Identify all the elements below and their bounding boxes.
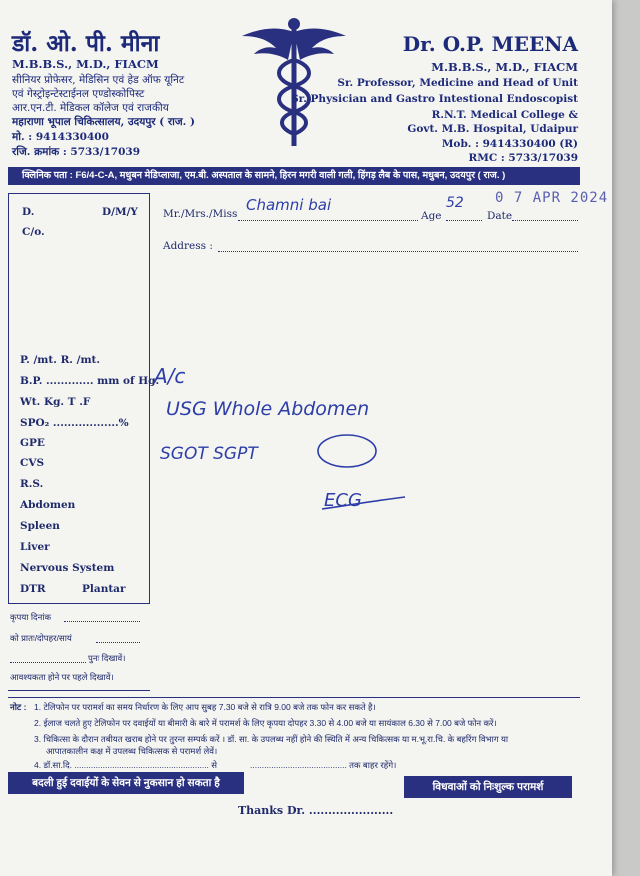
patient-name-label: Mr./Mrs./Miss bbox=[163, 208, 238, 220]
pulse-label: P. /mt. R. /mt. bbox=[20, 354, 101, 366]
handwritten-line-2: USG Whole Abdomen bbox=[166, 398, 370, 420]
spo2-label: SPO₂ ..................% bbox=[20, 417, 129, 429]
plantar-label: Plantar bbox=[82, 583, 126, 595]
dtr-label: DTR bbox=[20, 583, 46, 595]
bp-label: B.P. ............. mm of Hg. bbox=[20, 375, 160, 387]
free-consultation-banner: विधवाओं को निःशुल्क परामर्श bbox=[404, 776, 572, 798]
rs-label: R.S. bbox=[20, 478, 44, 490]
designation-hindi-1: सीनियर प्रोफेसर, मेडिसिन एवं हेड ऑफ यूनिट bbox=[12, 74, 185, 86]
mobile-hindi: मो. : 9414330400 bbox=[12, 131, 109, 143]
notes-top-rule bbox=[8, 697, 580, 698]
degrees-hindi: M.B.B.S., M.D., FIACM bbox=[12, 57, 159, 71]
note-3: 3. चिकित्सा के दौरान तबीयत खराब होने पर तुरन्त सम्पर्क करें । डॉ. सा. के उपलब्ध नहीं होने की स्थिति में अन्य चिकित्सक या म.भू.रा.चि. के बहरिंग विभाग या bbox=[34, 734, 509, 744]
spleen-label: Spleen bbox=[20, 520, 60, 532]
weight-label: Wt. Kg. T .F bbox=[20, 396, 91, 408]
follow-up-time-label: को प्रातः/दोपहर/सायं bbox=[10, 633, 72, 643]
mobile-english: Mob. : 9414330400 (R) bbox=[441, 138, 578, 150]
handwritten-line-1: A/c bbox=[154, 364, 186, 388]
liver-label: Liver bbox=[20, 541, 50, 553]
address-label: Address : bbox=[163, 240, 213, 252]
follow-up-date-label: कृपया दिनांक bbox=[10, 612, 52, 622]
date-stamp: 0 7 APR 2024 bbox=[495, 190, 609, 206]
age-value: 52 bbox=[446, 195, 464, 211]
handwritten-line-4: ECG bbox=[324, 490, 362, 511]
handwritten-line-3: SGOT SGPT bbox=[160, 444, 258, 464]
nervous-system-label: Nervous System bbox=[20, 562, 115, 574]
designation-english-1: Sr. Professor, Medicine and Head of Unit bbox=[337, 77, 578, 89]
note-4-continued: ......................................... तक बाहर रहेंगे। bbox=[250, 760, 397, 770]
cvs-label: CVS bbox=[20, 457, 45, 469]
thanks-doctor-line: Thanks Dr. ...................... bbox=[238, 804, 394, 817]
note-1: 1. टेलिफोन पर परामर्श का समय निर्धारण के लिए आप सुबह 7.30 बजे से रात्रि 9.00 बजे तक फोन कर सकते है। bbox=[34, 702, 376, 712]
designation-english-3: R.N.T. Medical College & bbox=[431, 109, 578, 121]
designation-english-4: Govt. M.B. Hospital, Udaipur bbox=[407, 123, 578, 135]
patient-name-value: Chamni bai bbox=[246, 196, 332, 214]
follow-up-early-label: आवश्यकता होने पर पहले दिखावें। bbox=[10, 672, 114, 682]
designation-english-2: Sr. Physician and Gastro Intestional Endoscopist bbox=[291, 93, 578, 105]
note-3-continued: आपातकालीन कक्ष में उपलब्ध चिकित्सक से परामर्श लेवें। bbox=[46, 746, 218, 756]
registration-hindi: रजि. क्रमांक : 5733/17039 bbox=[12, 146, 141, 158]
designation-hindi-3: आर.एन.टी. मेडिकल कॉलेज एवं राजकीय bbox=[12, 102, 169, 114]
degrees-english: M.B.B.S., M.D., FIACM bbox=[431, 60, 578, 74]
date-label: D. bbox=[22, 206, 35, 218]
follow-up-revisit-label: पुनः दिखावें। bbox=[88, 653, 126, 663]
dmy-label: D/M/Y bbox=[102, 206, 138, 218]
doctor-name-hindi: डॉ. ओ. पी. मीना bbox=[12, 30, 160, 57]
clinic-address-band: क्लिनिक पता : F6/4-C-A, मधुबन मेडिप्लाजा, एम.बी. अस्पताल के सामने, हिरन मगरी वाली गली, हिंगड़ लैब के पास, मधुबन, उदयपुर ( राज. ) bbox=[8, 167, 580, 185]
designation-hindi-2: एवं गेस्ट्रोइन्टेस्टाईनल एण्डोस्कोपिस्ट bbox=[12, 88, 145, 100]
note-2: 2. ईलाज चलते हुए टेलिफोन पर दवाईयों या बीमारी के बारे में परामर्श के लिए कृपया दोपहर 3.30 से 4.00 बजे या सायंकाल 6.30 से 7.00 बजे फोन करें। bbox=[34, 718, 497, 728]
notes-label: नोट : bbox=[10, 702, 27, 712]
warning-banner: बदली हुई दवाईयों के सेवन से नुकसान हो सकता है bbox=[8, 772, 244, 794]
rmc-english: RMC : 5733/17039 bbox=[468, 152, 578, 164]
care-of-label: C/o. bbox=[22, 226, 45, 238]
note-4: 4. डॉ.सा.दि. ......................................................... से bbox=[34, 760, 218, 770]
designation-hindi-4: महाराणा भूपाल चिकित्सालय, उदयपुर ( राज. ) bbox=[12, 116, 195, 128]
gpe-label: GPE bbox=[20, 437, 45, 449]
doctor-name-english: Dr. O.P. MEENA bbox=[402, 32, 578, 56]
abdomen-label: Abdomen bbox=[20, 499, 76, 511]
age-label: Age bbox=[421, 210, 442, 222]
date-field-label: Date bbox=[487, 210, 513, 222]
